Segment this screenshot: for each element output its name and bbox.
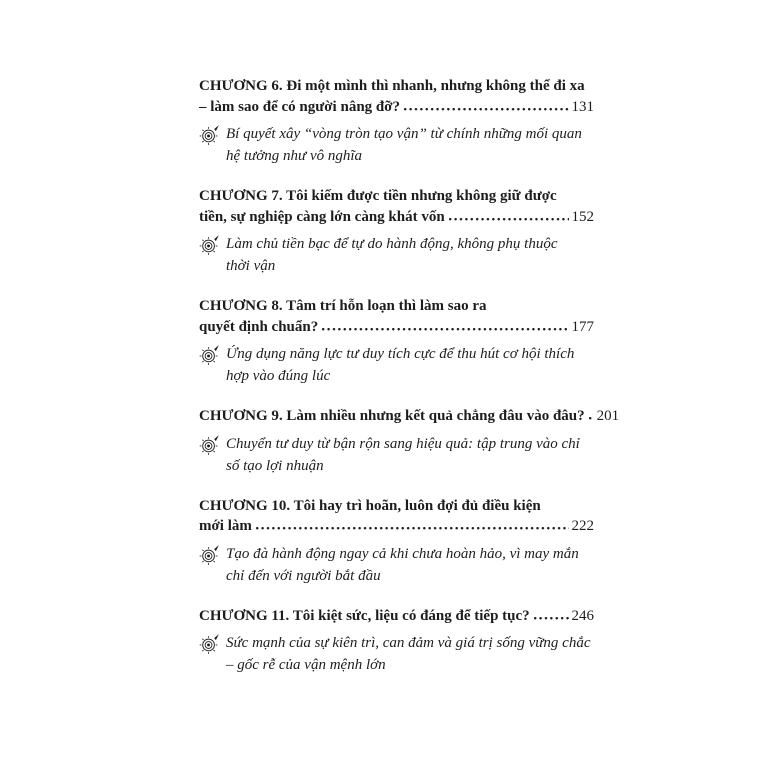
chapter-title-line: CHƯƠNG 7. Tôi kiếm được tiền nhưng không giữ được [199, 188, 557, 204]
chapter-subtitle-line: – gốc rễ của vận mệnh lớn [226, 657, 386, 673]
toc-entry [199, 186, 594, 277]
page-number: 152 [571, 208, 594, 225]
page-number: 246 [571, 607, 594, 624]
chapter-subtitle-line: thời vận [226, 258, 276, 274]
chapter-title [199, 496, 594, 537]
toc-entry [199, 76, 594, 167]
chapter-subtitle [199, 433, 594, 477]
dot-leader [533, 616, 569, 620]
chapter-title [199, 296, 594, 337]
chapter-subtitle-line: Tạo đà hành động ngay cả khi chưa hoàn hảo, vì may mắn [226, 545, 579, 562]
toc-entry [199, 406, 620, 477]
chapter-title-line [199, 317, 594, 338]
chapter-title-line: CHƯƠNG 8. Tâm trí hỗn loạn thì làm sao ra [199, 298, 487, 314]
chapter-title-line [199, 606, 594, 627]
chapter-subtitle-line: số tạo lợi nhuận [226, 457, 324, 474]
chapter-title [199, 186, 594, 227]
target-icon [199, 123, 220, 167]
chapter-subtitle-line: Làm chủ tiền bạc để tự do hành động, không phụ thuộc [226, 236, 558, 252]
chapter-title-line: CHƯƠNG 6. Đi một mình thì nhanh, nhưng không thể đi xa [199, 78, 585, 94]
target-icon [199, 433, 220, 477]
chapter-subtitle-line: chỉ đến với người bắt đầu [226, 567, 381, 584]
chapter-subtitle-text [226, 343, 574, 387]
chapter-title [199, 76, 594, 117]
dot-leader [588, 416, 594, 420]
page-number: 177 [571, 318, 594, 335]
dot-leader [403, 107, 568, 111]
chapter-subtitle [199, 543, 594, 587]
chapter-title-text: tiền, sự nghiệp càng lớn càng khát vốn [199, 208, 445, 225]
chapter-title-line [199, 97, 594, 118]
chapter-subtitle-line: hệ tưởng như vô nghĩa [226, 148, 363, 164]
toc-entry [199, 496, 594, 587]
chapter-subtitle-line: Sức mạnh của sự kiên trì, can đảm và giá trị sống vững chắc [226, 635, 591, 651]
chapter-title-line [199, 207, 594, 228]
chapter-title [199, 406, 620, 427]
chapter-subtitle-text [226, 123, 582, 167]
chapter-subtitle [199, 123, 594, 167]
chapter-title-text: quyết định chuẩn? [199, 318, 319, 335]
page-number: 201 [596, 408, 620, 424]
chapter-subtitle-line: Bí quyết xây “vòng tròn tạo vận” từ chính những mối quan [226, 126, 582, 142]
chapter-title-text: CHƯƠNG 11. Tôi kiệt sức, liệu có đáng để tiếp tục? [199, 607, 530, 624]
chapter-subtitle-line: hợp vào đúng lúc [226, 368, 331, 384]
page-number: 131 [571, 98, 594, 115]
target-icon [199, 543, 220, 587]
target-icon [199, 233, 220, 277]
chapter-subtitle-text [226, 433, 580, 477]
chapter-subtitle-text [226, 233, 557, 277]
toc-entry [199, 296, 594, 387]
chapter-title [199, 606, 594, 627]
dot-leader [448, 217, 569, 221]
chapter-subtitle-text [226, 632, 590, 676]
chapter-title-line [199, 516, 594, 537]
dot-leader [255, 526, 569, 530]
chapter-subtitle [199, 233, 594, 277]
page-number: 222 [571, 518, 594, 534]
target-icon [199, 632, 220, 676]
chapter-title-text: – làm sao để có người nâng đỡ? [199, 98, 401, 115]
dot-leader [321, 327, 568, 331]
chapter-title-text: CHƯƠNG 9. Làm nhiều nhưng kết quả chẳng đâu vào đâu? [199, 408, 585, 424]
table-of-contents [199, 76, 620, 695]
chapter-title-line [199, 406, 620, 427]
target-icon [199, 343, 220, 387]
chapter-subtitle [199, 343, 594, 387]
toc-entry [199, 606, 594, 677]
chapter-subtitle [199, 632, 594, 676]
chapter-title-line: CHƯƠNG 10. Tôi hay trì hoãn, luôn đợi đủ điều kiện [199, 497, 541, 514]
chapter-subtitle-line: Chuyển tư duy từ bận rộn sang hiệu quả: tập trung vào chỉ [226, 435, 580, 452]
chapter-subtitle-text [226, 543, 579, 587]
chapter-subtitle-line: Ứng dụng năng lực tư duy tích cực để thu hút cơ hội thích [226, 346, 575, 362]
chapter-title-text: mới làm [199, 518, 252, 534]
